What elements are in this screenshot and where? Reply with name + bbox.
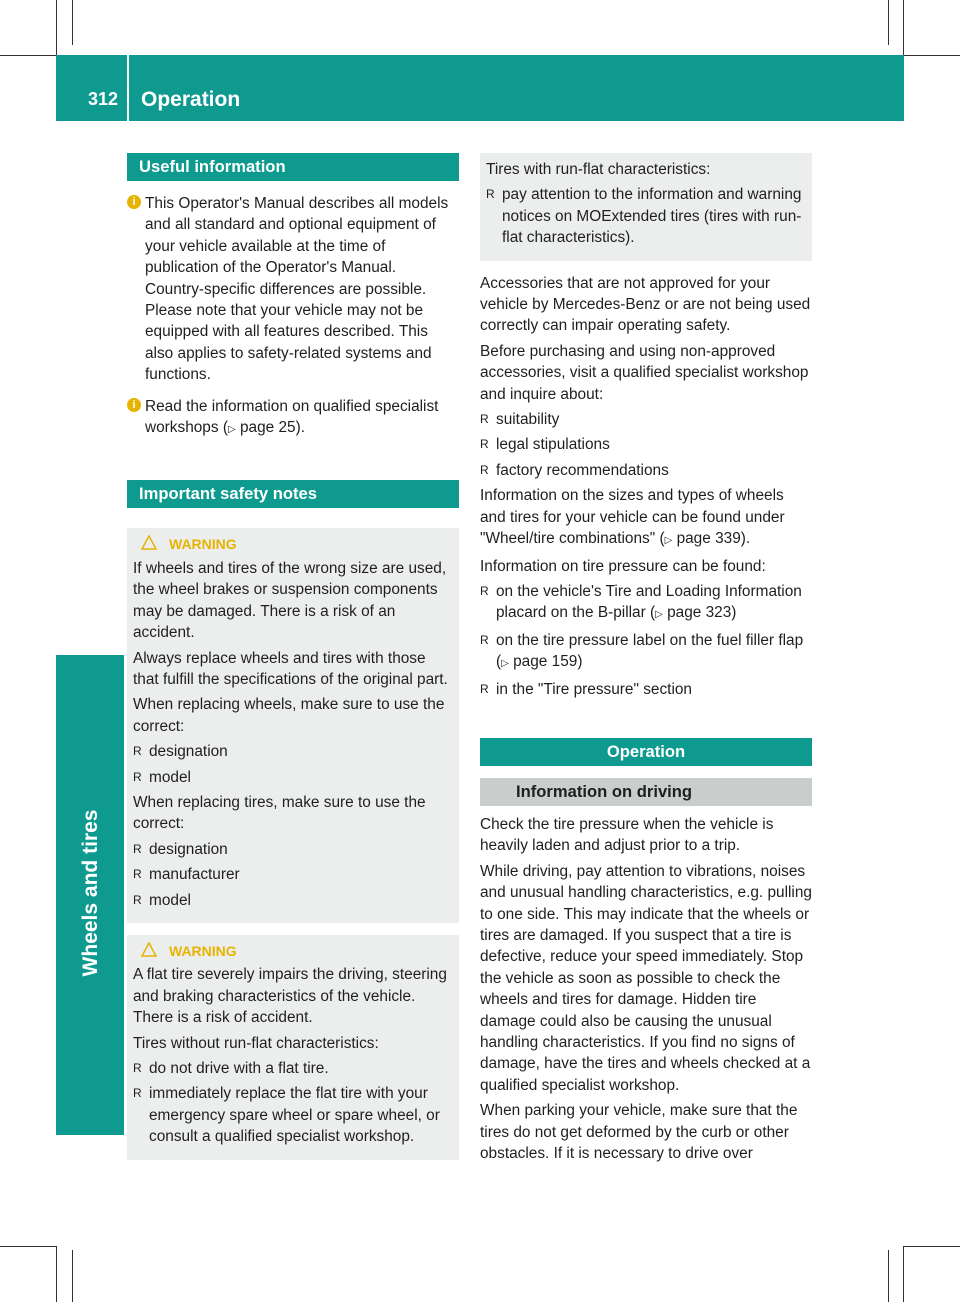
page-reference[interactable]: page 339). — [676, 530, 751, 548]
side-tab-label: Wheels and tires — [79, 809, 102, 977]
crop-mark — [903, 1246, 904, 1302]
list-item: R legal stipulations — [480, 434, 812, 455]
side-tab-label-wrap — [79, 758, 103, 1028]
list-item: R immediately replace the flat tire with your emergency spare wheel or spare wheel, or consult a qualified specialist workshop. — [133, 1083, 453, 1147]
left-column — [127, 153, 459, 1172]
section-operation: Operation — [480, 738, 812, 766]
warning-text: A flat tire severely impairs the driving, steering and braking characteristics of the vehicle. There is a risk of accident. — [133, 966, 447, 1027]
note-box — [480, 153, 812, 261]
warning-box — [127, 935, 459, 1160]
section-useful-information: Useful information — [127, 153, 459, 181]
body-text: When parking your vehicle, make sure that the tires do not get deformed by the curb or other obstacles. If it is necessary to drive over — [480, 1102, 798, 1163]
info-text: This Operator's Manual describes all models and all standard and optional equipment of your vehicle available at the time of publication of the Operator's Manual. Country-specific differences are possible. Please note that your vehicle may not be equipped with all features described. This also applies to safety-related systems and functions. — [145, 195, 449, 384]
warning-label: WARNING — [169, 536, 237, 553]
list-item: R designation — [133, 839, 453, 860]
right-column — [480, 153, 812, 1168]
info-icon: i — [127, 195, 141, 209]
page-ref-arrow-icon: ▷ — [501, 658, 509, 670]
crop-mark — [0, 55, 56, 56]
list-item-text: on the vehicle's Tire and Loading Information placard on the B-pillar ( — [496, 582, 802, 622]
header-divider — [127, 55, 129, 121]
body-text: Accessories that are not approved for your vehicle by Mercedes-Benz or are not being used correctly can impair operating safety. — [480, 274, 811, 335]
list-item: R do not drive with a flat tire. — [133, 1058, 453, 1079]
list-item: R model — [133, 767, 453, 788]
warning-heading — [133, 941, 453, 962]
page-reference[interactable]: page 159) — [513, 653, 583, 671]
list-item: R designation — [133, 741, 453, 762]
info-note — [127, 193, 459, 386]
body-text: Information on tire pressure can be found: — [480, 557, 766, 575]
page-reference[interactable]: page 25). — [239, 419, 305, 437]
section-important-safety-notes: Important safety notes — [127, 480, 459, 508]
crop-mark — [72, 0, 73, 45]
warning-text: Always replace wheels and tires with those that fulfill the specifications of the original part. — [133, 649, 448, 688]
list-item — [480, 630, 812, 675]
warning-text: If wheels and tires of the wrong size are used, the wheel brakes or suspension components may be damaged. There is a risk of an accident. — [133, 559, 447, 642]
body-text-part: Information on the sizes and types of wheels and tires for your vehicle can be found under "Wheel/tire combinations" ( — [480, 487, 785, 548]
page-number: 312 — [88, 89, 119, 109]
list-item: R pay attention to the information and warning notices on MOExtended tires (tires with run-flat characteristics). — [486, 184, 806, 248]
warning-label: WARNING — [169, 942, 237, 959]
crop-mark — [72, 1250, 73, 1302]
crop-mark — [903, 0, 904, 55]
crop-mark — [904, 1246, 960, 1247]
warning-icon — [141, 535, 157, 550]
info-text: Read the information on qualified specialist workshops ( — [145, 397, 439, 437]
list-item: R in the "Tire pressure" section — [480, 679, 812, 700]
page-ref-arrow-icon: ▷ — [227, 424, 236, 436]
subsection-information-on-driving: Information on driving — [480, 778, 812, 806]
page-ref-arrow-icon: ▷ — [655, 609, 663, 621]
body-text: Check the tire pressure when the vehicle is heavily laden and adjust prior to a trip. — [480, 815, 774, 855]
body-text: Before purchasing and using non-approved accessories, visit a qualified specialist workshop and inquire about: — [480, 342, 809, 403]
body-text: While driving, pay attention to vibrations, noises and unusual handling characteristics, e.g. pulling to one side. This may indicate that the wheels or tires are damaged. If you suspect that a tire is defective, reduce your speed immediately. Stop the vehicle as soon as possible to check the wheels and tires for damage. Hidden tire damage could also be causing the unusual handling characteristics. If you find no signs of damage, have the tires and wheels checked at a qualified specialist workshop. — [480, 862, 812, 1094]
list-item-text: on the tire pressure label on the fuel filler flap ( — [496, 631, 804, 671]
page-ref-arrow-icon: ▷ — [664, 535, 673, 547]
crop-mark — [0, 1246, 56, 1247]
crop-mark — [904, 55, 960, 56]
list-item — [480, 581, 812, 626]
list-item: R manufacturer — [133, 864, 453, 885]
crop-mark — [56, 0, 57, 55]
crop-mark — [888, 1250, 889, 1302]
warning-heading — [133, 534, 453, 555]
body-text — [480, 485, 812, 551]
warning-box — [127, 528, 459, 923]
page-reference[interactable]: page 323) — [667, 604, 737, 622]
warning-text: Tires without run-flat characteristics: — [133, 1034, 379, 1052]
info-icon: i — [127, 398, 141, 412]
crop-mark — [888, 0, 889, 45]
list-item: R model — [133, 890, 453, 911]
note-text: Tires with run-flat characteristics: — [486, 161, 711, 178]
crop-mark — [56, 1246, 57, 1302]
list-item: R suitability — [480, 409, 812, 430]
warning-text: When replacing tires, make sure to use the correct: — [133, 793, 426, 833]
warning-text: When replacing wheels, make sure to use the correct: — [133, 696, 445, 735]
page-title: Operation — [141, 88, 241, 111]
warning-icon — [141, 942, 157, 957]
info-note — [127, 396, 459, 441]
list-item: R factory recommendations — [480, 460, 812, 481]
